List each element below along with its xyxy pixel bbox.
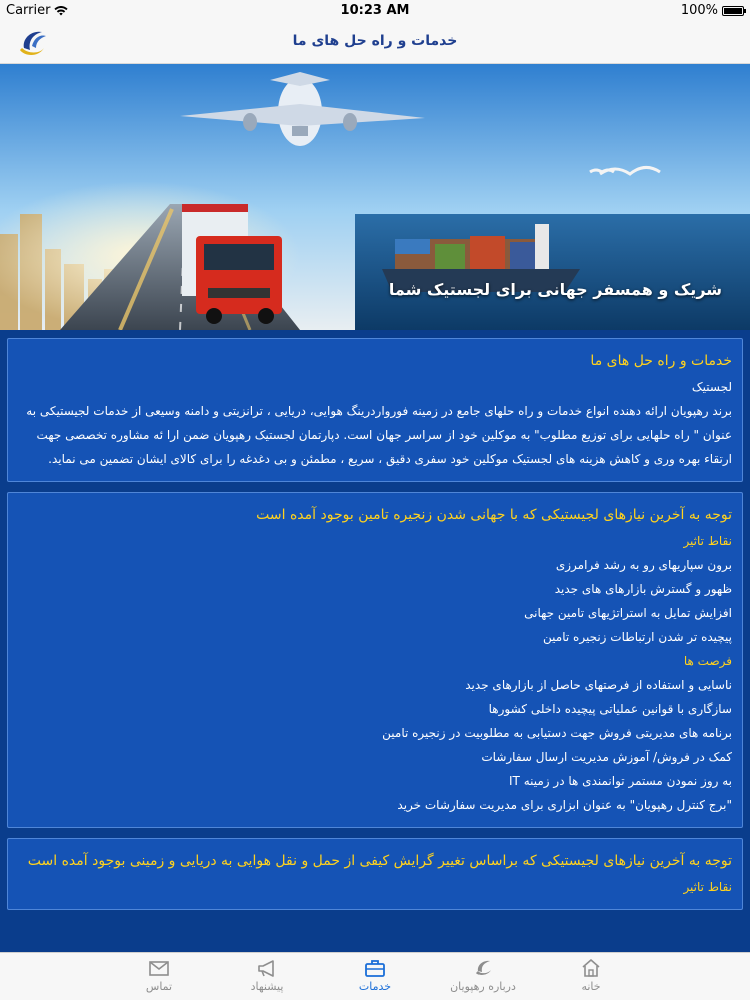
- briefcase-icon: [364, 958, 386, 978]
- tab-contact[interactable]: [105, 953, 213, 1000]
- section-label-impact: نقاط تاثیر: [683, 534, 732, 548]
- card-supply-chain: [7, 492, 743, 828]
- hero-caption: شریک و همسفر جهانی برای لجستیک شما: [388, 280, 722, 299]
- carrier-label: Carrier: [6, 3, 51, 18]
- hero-banner: [0, 64, 750, 330]
- tab-label: تماس: [145, 980, 173, 993]
- list-item: سازگاری با قوانین عملیاتی پیچیده داخلی کشورها: [488, 702, 732, 716]
- home-icon: [580, 958, 602, 978]
- logo-leaf-icon: [472, 958, 494, 978]
- tab-label: خدمات: [358, 980, 392, 993]
- tab-bar: [0, 952, 750, 1000]
- list-item: به روز نمودن مستمر توانمندی ها در زمینه IT: [509, 774, 732, 788]
- list-item: ناسایی و استفاده از فرصتهای حاصل از بازارهای جدید: [465, 678, 732, 692]
- card-title: توجه به آخرین نیازهای لجیستیکی که براساس تغییر گرایش کیفی از حمل و نقل هوایی به دریایی و زمینی بوجود آمده است: [27, 853, 732, 869]
- card-body-text: برند رهپویان ارائه دهنده انواع خدمات و راه حلهای جامع در زمینه فورواردرینگ هوایی، دریایی ، ترانزیتی و دامنه وسیعی از خدمات لجیستیکی به عنوان " راه حلهایی برای توزیع مطلوب" به موکلین خود از سراسر جهان است. دپارتمان لجستیک رهپویان ضمن ارا ئه مشاوره تخصصی جهت ارتقاء بهره وری و کاهش هزینه های لجستیک موکلین خود سفری دقیق ، سریع ، مطمئن و بی دغدغه را برای کالای ایشان تضمین می نماید.: [26, 404, 732, 466]
- card-title: خدمات و راه حل های ما: [590, 353, 732, 369]
- card-title: توجه به آخرین نیازهای لجیستیکی که با جهانی شدن زنجیره تامین بوجود آمده است: [256, 507, 732, 523]
- section-label-opportunities: فرصت ها: [683, 654, 732, 668]
- envelope-icon: [148, 958, 170, 978]
- tab-about[interactable]: [429, 953, 537, 1000]
- list-item: پیچیده تر شدن ارتباطات زنجیره تامین: [543, 630, 732, 644]
- clock: 10:23 AM: [340, 3, 410, 18]
- card-modal-shift: [7, 838, 743, 910]
- tab-home[interactable]: [537, 953, 645, 1000]
- tab-label: درباره رهپویان: [450, 980, 516, 993]
- list-item: افزایش تمایل به استراتژیهای تامین جهانی: [524, 606, 732, 620]
- card-subtitle: لجستیک: [691, 380, 732, 394]
- list-item: برون سپاریهای رو به رشد فرامرزی: [555, 558, 732, 572]
- page-title: خدمات و راه حل های ما: [292, 33, 458, 49]
- list-item: کمک در فروش/ آموزش مدیریت ارسال سفارشات: [481, 750, 732, 764]
- navigation-bar: [0, 22, 750, 64]
- megaphone-icon: [256, 958, 278, 978]
- battery-percent: 100%: [680, 3, 718, 18]
- card-logistics: [7, 338, 743, 482]
- services-content[interactable]: [0, 330, 750, 952]
- tab-label: پیشنهاد: [250, 980, 284, 993]
- list-item: برنامه های مدیریتی فروش جهت دستیابی به مطلوبیت در زنجیره تامین: [382, 726, 732, 740]
- tab-services[interactable]: [321, 953, 429, 1000]
- status-bar: [0, 0, 750, 22]
- battery-area: [681, 3, 744, 18]
- list-item: "برج کنترل رهپویان" به عنوان ابزاری برای مدیریت سفارشات خرید: [397, 798, 732, 812]
- tab-suggestion[interactable]: [213, 953, 321, 1000]
- battery-icon: [722, 6, 744, 16]
- list-item: ظهور و گسترش بازارهای های جدید: [554, 582, 732, 596]
- section-label-impact: نقاط تاثیر: [683, 880, 732, 894]
- tab-label: خانه: [581, 980, 601, 993]
